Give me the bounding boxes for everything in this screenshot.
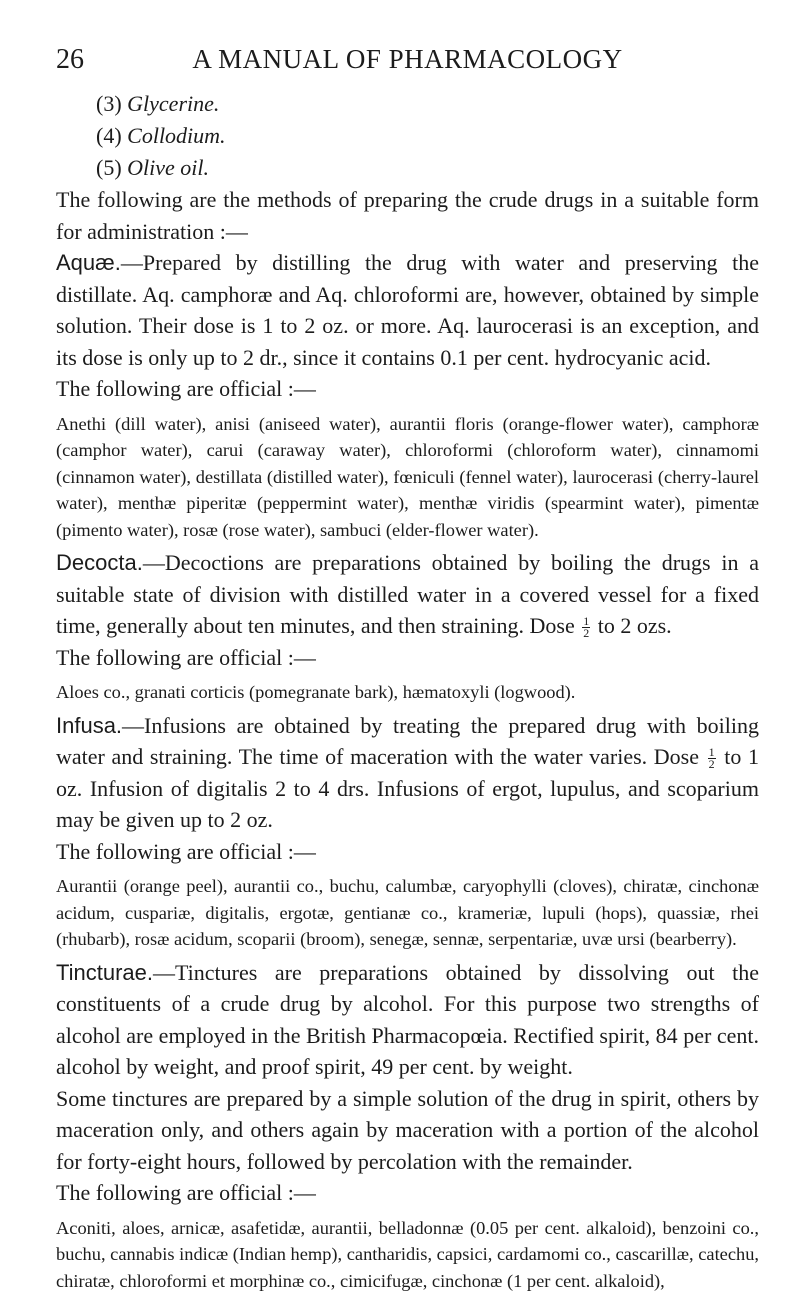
list-number: (3): [96, 91, 122, 116]
page-number: 26: [56, 44, 84, 75]
infusa-official-intro: The following are official :—: [56, 838, 316, 864]
infusa-official-list: Aurantii (orange peel), aurantii co., buchu, calumbæ, caryophylli (cloves), chiratæ, cinchonæ acidum, cuspariæ, digitalis, ergotæ, gentianæ co., krameriæ, lupuli (hops), quassiæ, rhei (rhubarb), rosæ acidum, scoparii (broom), senegæ, sennæ, serpentariæ, uvæ ursi (bearberry).: [56, 876, 759, 949]
tincturae-paragraph-2: Some tinctures are prepared by a simple solution of the drug in spirit, others by maceration only, and others again by maceration with a portion of the alcohol for forty-eight hours, followed by percolation with the remainder.: [56, 1085, 759, 1174]
fraction-numerator: 1: [583, 614, 590, 629]
aquae-body: —Prepared by distilling the drug with water and preserving the distillate. Aq. camphoræ and Aq. chloroformi are, however, obtained by simple solution. Their dose is 1 to 2 oz. or more. Aq. laurocerasi is an exception, and its dose is only up to 2 dr., since it contains 0.1 per cent. hydrocyanic acid.: [56, 250, 759, 370]
aquae-heading: Aquæ.: [56, 250, 121, 275]
infusa-paragraph: [56, 710, 759, 836]
fraction-numerator: 1: [708, 745, 715, 760]
decocta-body-end: to 2 ozs.: [597, 613, 672, 638]
list-text: Olive oil.: [127, 155, 210, 180]
running-title: A MANUAL OF PHARMACOLOGY: [192, 44, 623, 74]
fraction-half: [708, 747, 716, 770]
list-text: Collodium.: [127, 123, 226, 148]
fraction-half: [582, 616, 590, 639]
infusa-body: —Infusions are obtained by treating the prepared drug with boiling water and straining. The time of maceration with the water varies. Dose: [56, 712, 759, 769]
tincturae-paragraph: [56, 957, 759, 1083]
aquae-official-list: Anethi (dill water), anisi (aniseed water), aurantii floris (orange-flower water), camphoræ (camphor water), carui (caraway water), chloroformi (chloroform water), cinnamomi (cinnamon water), destillata (distilled water), fœniculi (fennel water), laurocerasi (cherry-laurel water), menthæ piperitæ (peppermint water), menthæ viridis (spearmint water), pimentæ (pimento water), rosæ (rose water), sambuci (elder-flower water).: [56, 413, 759, 540]
decocta-official-intro: The following are official :—: [56, 644, 316, 670]
decocta-paragraph: [56, 547, 759, 642]
fraction-denominator: 2: [583, 626, 590, 641]
decocta-official-list: Aloes co., granati corticis (pomegranate bark), hæmatoxyli (logwood).: [56, 682, 576, 702]
page-header: [56, 44, 759, 84]
infusa-heading: Infusa.: [56, 712, 123, 738]
list-number: (4): [96, 123, 122, 148]
intro-paragraph: The following are the methods of preparing the crude drugs in a suitable form for administration :—: [56, 187, 759, 244]
decocta-heading: Decocta.: [56, 550, 143, 575]
page-content: [56, 88, 759, 1298]
aquae-paragraph: [56, 247, 759, 373]
tincturae-official-list: Aconiti, aloes, arnicæ, asafetidæ, aurantii, belladonnæ (0.05 per cent. alkaloid), benzoini co., buchu, cannabis indicæ (Indian hemp), cantharidis, capsici, cardamomi co., cascarillæ, catechu, chiratæ, chloroformi et morphinæ co., cimicifugæ, cinchonæ (1 per cent. alkaloid),: [56, 1217, 759, 1291]
aquae-official-intro: The following are official :—: [56, 376, 316, 401]
tincturae-official-intro: The following are official :—: [56, 1180, 316, 1205]
infusa-body-end: to 1 oz. Infusion of digitalis 2 to 4 drs. Infusions of ergot, lupulus, and scoparium may be given up to 2 oz.: [56, 744, 760, 832]
fraction-denominator: 2: [708, 757, 715, 772]
tincturae-body: —Tinctures are preparations obtained by dissolving out the constituents of a crude drug by alcohol. For this purpose two strengths of alcohol are employed in the British Pharmacopœia. Rectified spirit, 84 per cent. alcohol by weight, and proof spirit, 49 per cent. by weight.: [56, 959, 759, 1079]
list-item: [56, 152, 759, 184]
tincturae-heading: Tincturae.: [56, 959, 154, 985]
list-text: Glycerine.: [127, 91, 220, 116]
list-item: [56, 120, 759, 152]
list-number: (5): [96, 155, 122, 180]
list-item: [56, 88, 759, 120]
decocta-body: —Decoctions are preparations obtained by boiling the drugs in a suitable state of division with distilled water in a covered vessel for a fixed time, generally about ten minutes, and then straining. Dose: [56, 550, 759, 638]
